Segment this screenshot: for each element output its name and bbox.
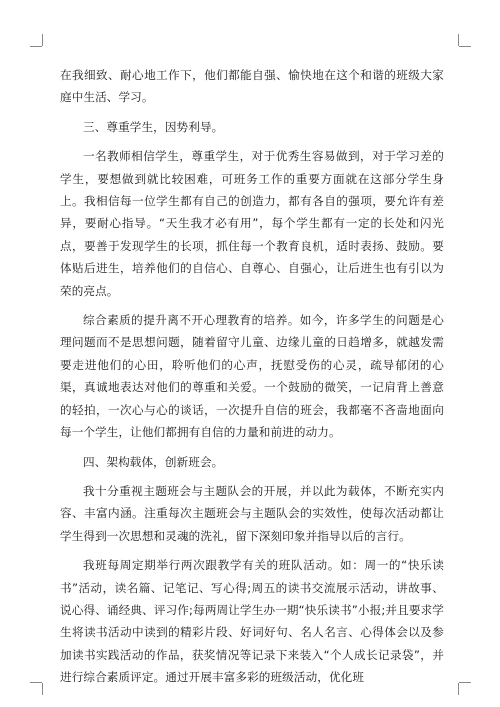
crop-mark-top-left	[42, 46, 43, 47]
crop-mark-top-right	[458, 46, 459, 47]
section-heading-four: 四、架构载体，创新班会。	[83, 454, 224, 469]
paragraph-respect-students: 一名教师相信学生，尊重学生，对于优秀生容易做到，对于学习差的学生，要想做到就比较困难，可班务工作的重要方面就在这部分学生身上。我相信每一位学生都有自己的创造力，都有各自的强项，要允许有差异，要耐心指导。“天生我才必有用”，每个学生都有一定的长处和闪光点，要善于发现学生的长项，抓住每一个教育良机，适时表扬、鼓励。要体贴后进生，培养他们的自信心、自尊心、自强心，让后进生也有引以为荣的亮点。	[60, 149, 444, 298]
crop-mark-bottom-right	[458, 682, 459, 683]
paragraph-theme-meetings: 我十分重视主题班会与主题队会的开展，并以此为载体，不断充实内容、丰富内涵。注重每次主题班会与主题队会的实效性，使每次活动都让学生得到一次思想和灵魂的洗礼，留下深刻印象并指导以后的言行。	[60, 483, 444, 543]
paragraph-psychological-education: 综合素质的提升离不开心理教育的培养。如今，许多学生的问题是心理问题而不是思想问题，随着留守儿童、边缘儿童的日趋增多，就越发需要走进他们的心田，聆听他们的心声，抚慰受伤的心灵，疏导郁闭的心渠，真诚地表达对他们的尊重和关爱。一个鼓励的微笑，一记肩背上善意的轻拍，一次心与心的谈话，一次提升自信的班会，我都毫不吝啬地面向每一个学生，让他们都拥有自信的力量和前进的动力。	[60, 313, 444, 440]
section-heading-three: 三、尊重学生，因势利导。	[83, 119, 224, 134]
document-body	[60, 64, 444, 696]
crop-mark-bottom-left	[42, 682, 43, 683]
paragraph-weekly-activities: 我班每周定期举行两次跟教学有关的班队活动。如：周一的“快乐读书”活动，读名篇、记笔记、写心得;周五的读书交流展示活动，讲故事、说心得、诵经典、评习作;每两周让学生办一期“快乐读书”小报;并且要求学生将读书活动中读到的精彩片段、好词好句、名人名言、心得体会以及参加读书实践活动的作品，获奖情况等记录下来装入“个人成长记录袋”，并进行综合素质评定。通过开展丰富多彩的班级活动，优化班	[60, 558, 444, 685]
paragraph-continuation: 在我细致、耐心地工作下，他们都能自强、愉快地在这个和谐的班级大家庭中生活、学习。	[60, 68, 444, 105]
